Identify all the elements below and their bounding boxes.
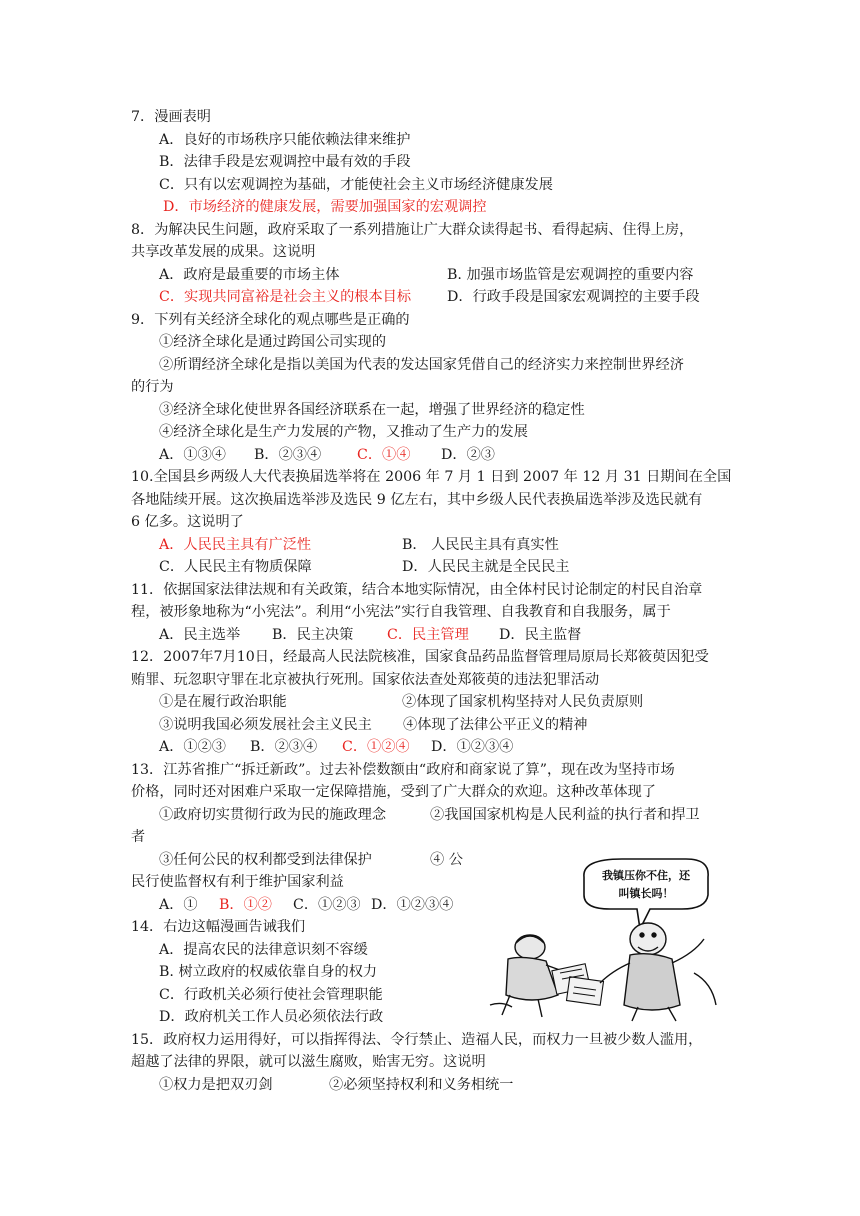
q12-option-a: A．①②③ [159, 739, 226, 755]
q13-statement-1: ①政府切实贯彻行政为民的施政理念 [159, 807, 387, 823]
q14-cartoon-image [472, 855, 730, 1023]
q7-option-c: C．只有以宏观调控为基础，才能使社会主义市场经济健康发展 [159, 177, 553, 193]
q14-option-a: A．提高农民的法律意识刻不容缓 [159, 942, 368, 958]
q9-option-a: A．①③④ [159, 447, 226, 463]
q7-option-b: B．法律手段是宏观调控中最有效的手段 [159, 154, 411, 170]
q9-statement-1: ①经济全球化是通过跨国公司实现的 [159, 334, 387, 350]
q8-option-c-answer: C．实现共同富裕是社会主义的根本目标 [159, 289, 412, 305]
q9-option-d: D．②③ [441, 447, 495, 463]
q12-statement-2: ②体现了国家机构坚持对人民负责原则 [402, 694, 644, 710]
q10-option-d: D．人民民主就是全民民主 [402, 559, 570, 575]
q12-option-c-answer: C．①②④ [342, 739, 410, 755]
q8-stem-line2: 共享改革发展的成果。这说明 [131, 244, 316, 260]
q10-stem-line1: 10.全国县乡两级人大代表换届选举将在 2006 年 7 月 1 日到 2007 年 12 月 31 日期间在全国 [131, 469, 732, 485]
q12-statement-3: ③说明我国必须发展社会主义民主 [159, 717, 372, 733]
q15-statement-1: ①权力是把双刃剑 [159, 1077, 273, 1093]
q14-option-b: B. 树立政府的权威依靠自身的权力 [159, 964, 378, 980]
q11-option-b: B．民主决策 [272, 627, 354, 643]
q9-option-b: B．②③④ [254, 447, 322, 463]
q10-stem-line3: 6 亿多。这说明了 [131, 514, 244, 530]
q14-option-c: C．行政机关必须行使社会管理职能 [159, 987, 383, 1003]
q12-stem-line1: 12．2007年7月10日，经最高人民法院核准，国家食品药品监督管理局原局长郑筱萸因犯受 [131, 649, 709, 665]
q8-option-d: D．行政手段是国家宏观调控的主要手段 [447, 289, 700, 305]
q13-statement-3: ③任何公民的权利都受到法律保护 [159, 852, 372, 868]
q12-stem-line2: 贿罪、玩忽职守罪在北京被执行死刑。国家依法查处郑筱萸的违法犯罪活动 [131, 672, 600, 688]
q11-stem-line1: 11．依据国家法律法规和有关政策，结合本地实际情况，由全体村民讨论制定的村民自治章 [131, 582, 703, 598]
q13-stem-line1: 13．江苏省推广“拆迁新政”。过去补偿数额由“政府和商家说了算”，现在改为坚持市场 [131, 762, 675, 778]
q12-option-b: B．②③④ [250, 739, 318, 755]
q13-option-b-answer: B．①② [219, 897, 272, 913]
cartoon-official-figure [600, 923, 716, 1021]
q13-statement-2-line2: 者 [131, 829, 146, 845]
q13-stem-line2: 价格，同时还对困难户采取一定保障措施，受到了广大群众的欢迎。这种改革体现了 [131, 784, 656, 800]
q14-stem: 14．右边这幅漫画告诫我们 [131, 919, 306, 935]
q15-stem-line1: 15．政府权力运用得好，可以指挥得法、令行禁止、造福人民，而权力一旦被少数人滥用， [131, 1032, 703, 1048]
q13-option-c: C．①②③ [293, 897, 361, 913]
q13-statement-2-line1: ②我国国家机构是人民利益的执行者和捍卫 [430, 807, 700, 823]
cartoon-papers [552, 964, 604, 1006]
q10-option-a-answer: A．人民民主具有广泛性 [159, 537, 312, 553]
q8-stem-line1: 8．为解决民生问题，政府采取了一系列措施让广大群众读得起书、看得起病、住得上房， [131, 222, 694, 238]
q7-option-a: A．良好的市场秩序只能依赖法律来维护 [159, 132, 411, 148]
q7-stem: 7．漫画表明 [131, 109, 211, 125]
q12-statement-4: ④体现了法律公平正义的精神 [403, 717, 588, 733]
q8-option-b: B. 加强市场监管是宏观调控的重要内容 [447, 267, 694, 283]
q13-option-d: D．①②③④ [371, 897, 454, 913]
q11-option-c-answer: C．民主管理 [387, 627, 469, 643]
q11-option-d: D．民主监督 [499, 627, 582, 643]
q9-statement-2-line1: ②所谓经济全球化是指以美国为代表的发达国家凭借自己的经济实力来控制世界经济 [159, 357, 684, 373]
q15-statement-2: ②必须坚持权利和义务相统一 [329, 1077, 514, 1093]
q7-option-d-answer: D．市场经济的健康发展，需要加强国家的宏观调控 [163, 199, 487, 215]
q12-option-d: D．①②③④ [431, 739, 514, 755]
q8-option-a: A．政府是最重要的市场主体 [159, 267, 340, 283]
q15-stem-line2: 超越了法律的界限，就可以滋生腐败，贻害无穷。这说明 [131, 1054, 486, 1070]
q10-option-b: B． 人民民主具有真实性 [402, 537, 559, 553]
q11-stem-line2: 程，被形象地称为“小宪法”。利用“小宪法”实行自我管理、自我教育和自我服务，属于 [131, 604, 671, 620]
q13-option-a: A．① [159, 897, 198, 913]
q9-statement-2-line2: 的行为 [131, 379, 174, 395]
cartoon-speech-line1: 我镇压你不住，还 [602, 869, 690, 882]
q9-statement-4: ④经济全球化是生产力发展的产物，又推动了生产力的发展 [159, 424, 528, 440]
q14-option-d: D．政府机关工作人员必须依法行政 [159, 1009, 384, 1025]
q13-statement-4-line1: ④ 公 [430, 852, 463, 868]
q9-option-c-answer: C．①④ [357, 447, 411, 463]
q9-stem: 9．下列有关经济全球化的观点哪些是正确的 [131, 312, 410, 328]
q11-option-a: A．民主选举 [159, 627, 241, 643]
q13-statement-4-line2: 民行使监督权有利于维护国家利益 [131, 874, 344, 890]
cartoon-speech-line2: 叫镇长吗！ [618, 887, 674, 900]
q10-stem-line2: 各地陆续开展。这次换届选举涉及选民 9 亿左右，其中乡级人民代表换届选举涉及选民就有 [131, 492, 703, 508]
q10-option-c: C．人民民主有物质保障 [159, 559, 312, 575]
q12-statement-1: ①是在履行政治职能 [159, 694, 287, 710]
q9-statement-3: ③经济全球化使世界各国经济联系在一起，增强了世界经济的稳定性 [159, 402, 585, 418]
